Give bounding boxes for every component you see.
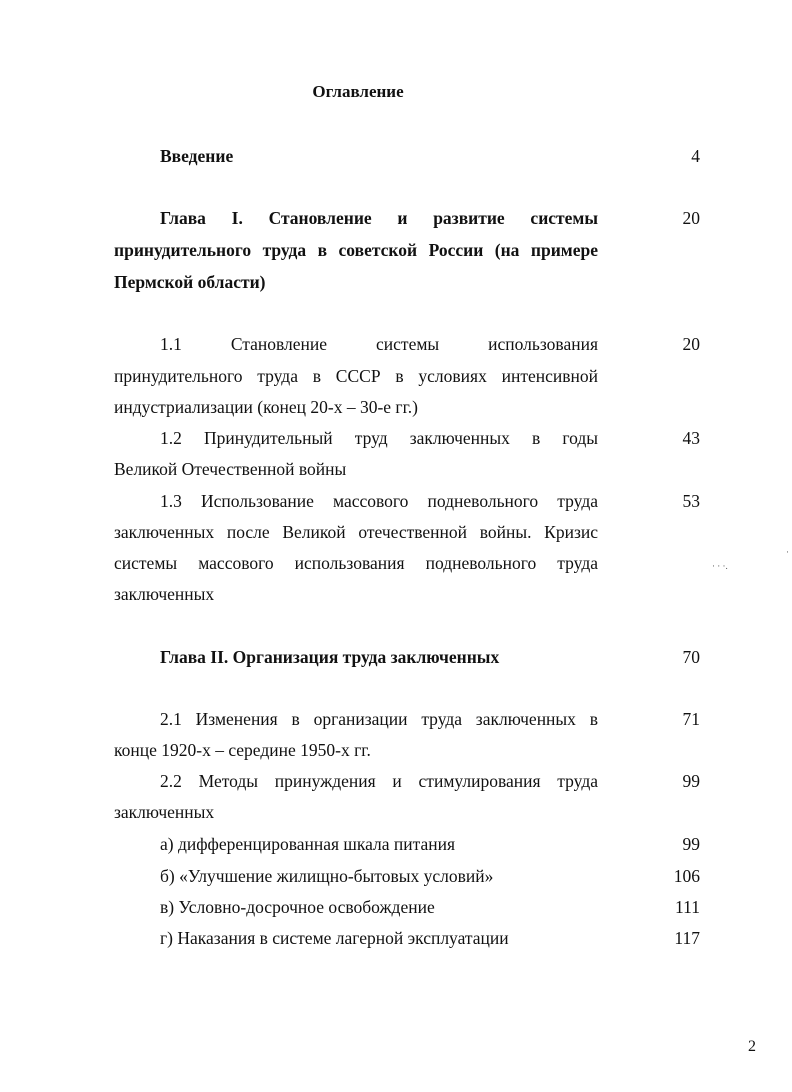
toc-s22-line2: заключенных bbox=[114, 802, 215, 822]
scan-speck: · · ·. bbox=[712, 561, 728, 571]
toc-item-b-label: б) «Улучшение жилищно-бытовых условий» bbox=[160, 866, 494, 886]
toc-s21-line2: конце 1920-х – середине 1950-х гг. bbox=[114, 740, 371, 760]
toc-s13-line1: 1.3 Использование массового подневольного труда bbox=[160, 491, 598, 511]
scan-speck: · bbox=[786, 547, 789, 557]
toc-item-b-page: 106 bbox=[673, 866, 700, 886]
toc-s13-page: 53 bbox=[682, 491, 700, 511]
toc-title: Оглавление bbox=[312, 82, 404, 101]
toc-ch1-line1: Глава I. Становление и развитие системы bbox=[160, 208, 598, 228]
toc-s22-page: 99 bbox=[682, 771, 700, 791]
toc-item-a-label: а) дифференцированная шкала питания bbox=[160, 834, 456, 854]
toc-item-v-label: в) Условно-досрочное освобождение bbox=[160, 897, 435, 917]
toc-s13-line3: системы массового использования подневольного труда bbox=[114, 553, 598, 573]
toc-s13-line4: заключенных bbox=[114, 584, 215, 604]
toc-ch1-line2: принудительного труда в советской России (на примере bbox=[114, 240, 598, 260]
toc-item-v-page: 111 bbox=[675, 897, 700, 917]
page-number: 2 bbox=[748, 1038, 756, 1055]
toc-ch2-label: Глава II. Организация труда заключенных bbox=[160, 647, 500, 667]
toc-s21-page: 71 bbox=[682, 709, 700, 729]
toc-s11-line3: индустриализации (конец 20-х – 30-е гг.) bbox=[114, 397, 418, 417]
toc-s11-page: 20 bbox=[682, 334, 700, 354]
toc-s12-line1: 1.2 Принудительный труд заключенных в годы bbox=[160, 428, 598, 448]
toc-s22-line1: 2.2 Методы принуждения и стимулирования труда bbox=[160, 771, 598, 791]
toc-item-a-page: 99 bbox=[682, 834, 700, 854]
toc-s12-line2: Великой Отечественной войны bbox=[114, 459, 347, 479]
toc-s21-line1: 2.1 Изменения в организации труда заключенных в bbox=[160, 709, 598, 729]
toc-ch1-line3: Пермской области) bbox=[114, 272, 266, 292]
toc-item-g-page: 117 bbox=[674, 928, 700, 948]
toc-ch2-page: 70 bbox=[682, 647, 700, 667]
toc-s11-line1: 1.1 Становление системы использования bbox=[160, 334, 598, 354]
toc-intro-label: Введение bbox=[160, 146, 234, 166]
toc-s13-line2: заключенных после Великой отечественной войны. Кризис bbox=[114, 522, 598, 542]
toc-intro-page: 4 bbox=[691, 146, 700, 166]
toc-ch1-page: 20 bbox=[682, 208, 700, 228]
toc-item-g-label: г) Наказания в системе лагерной эксплуатации bbox=[160, 928, 509, 948]
toc-s11-line2: принудительного труда в СССР в условиях интенсивной bbox=[114, 366, 598, 386]
toc-s12-page: 43 bbox=[682, 428, 700, 448]
